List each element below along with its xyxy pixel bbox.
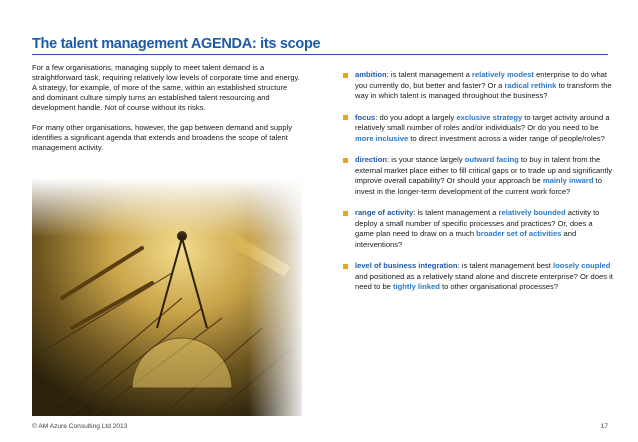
list-item <box>343 155 613 197</box>
bullet-square-icon <box>343 264 348 269</box>
bullet-square-icon <box>343 73 348 78</box>
intro-paragraph-1: For a few organisations, managing supply to meet talent demand is a straightforward task, requiring relatively low levels of corporate time and energy. A strategy, for example, of more of the same, within an established structure and dominant culture simply turns an established talent resourcing and development handle. Not of course without its risks. <box>32 63 300 112</box>
slide-title: The talent management AGENDA: its scope <box>32 36 321 52</box>
page-number: 17 <box>600 423 608 430</box>
bullet-emphasis: broader set of activities <box>476 229 562 238</box>
bullet-emphasis: tightly linked <box>393 282 440 291</box>
bullet-text: activity to deploy a small number of specific processes and practices? Or, does a game plan need to draw on a much <box>355 208 600 238</box>
bullet-text: : is talent management a <box>386 70 472 79</box>
intro-text <box>32 63 300 163</box>
bullet-text: : do you adopt a largely <box>375 112 457 122</box>
bullet-text: and positioned as a relatively stand alone and discrete enterprise? Or does it need to be <box>355 271 613 291</box>
list-item <box>343 208 613 250</box>
list-item <box>343 70 613 102</box>
bullet-emphasis: loosely coupled <box>552 261 611 270</box>
bullet-text: to invest in the longer-term development of the current work force? <box>355 176 602 196</box>
bullet-emphasis: relatively modest <box>471 70 534 79</box>
bullet-emphasis: outward facing <box>464 155 519 164</box>
bullet-emphasis: more inclusive <box>355 133 409 143</box>
bullet-text: enterprise to do what you currently do, but better and faster? Or a <box>355 70 607 90</box>
scope-bullet-list <box>343 70 613 304</box>
bullet-keyword: direction <box>355 155 388 164</box>
bullet-keyword: level of business integration <box>355 261 458 270</box>
bullet-keyword: ambition <box>355 70 387 79</box>
bullet-text: and interventions? <box>355 229 577 249</box>
bullet-square-icon <box>343 115 348 120</box>
bullet-text: to buy in talent from the external market place either to fill critical gaps or to trade up and significantly improve overall capability? Or should your approach be <box>355 155 613 185</box>
architect-tools-photo <box>32 178 302 416</box>
intro-paragraph-2: For many other organisations, however, the gap between demand and supply identifies a significant agenda that extends and broadens the scope of talent management activity. <box>32 123 293 152</box>
bullet-emphasis: mainly inward <box>542 176 594 185</box>
bullet-square-icon <box>343 211 348 216</box>
bullet-emphasis: exclusive strategy <box>456 112 523 122</box>
bullet-text: to other organisational processes? <box>439 282 559 291</box>
title-underline <box>32 54 608 55</box>
bullet-text: to direct investment across a wider range of people/roles? <box>408 133 605 143</box>
bullet-square-icon <box>343 158 348 163</box>
bullet-text: to target activity around a relatively small number of roles and/or individuals? Or do you need to be <box>355 112 610 132</box>
bullet-text: : is your stance largely <box>387 155 465 164</box>
list-item <box>343 113 613 145</box>
bullet-emphasis: relatively bounded <box>498 208 566 217</box>
copyright-footer: © AM Azure Consulting Ltd 2013 <box>32 423 128 430</box>
bullet-text: : is talent management a <box>413 208 499 217</box>
bullet-keyword: range of activity <box>355 208 414 217</box>
bullet-text: : is talent management best <box>457 261 553 270</box>
list-item <box>343 261 613 293</box>
bullet-emphasis: radical rethink <box>504 80 557 90</box>
bullet-keyword: focus <box>355 112 376 122</box>
bullet-text: to transform the way in which talent is managed throughout the business? <box>355 80 612 100</box>
